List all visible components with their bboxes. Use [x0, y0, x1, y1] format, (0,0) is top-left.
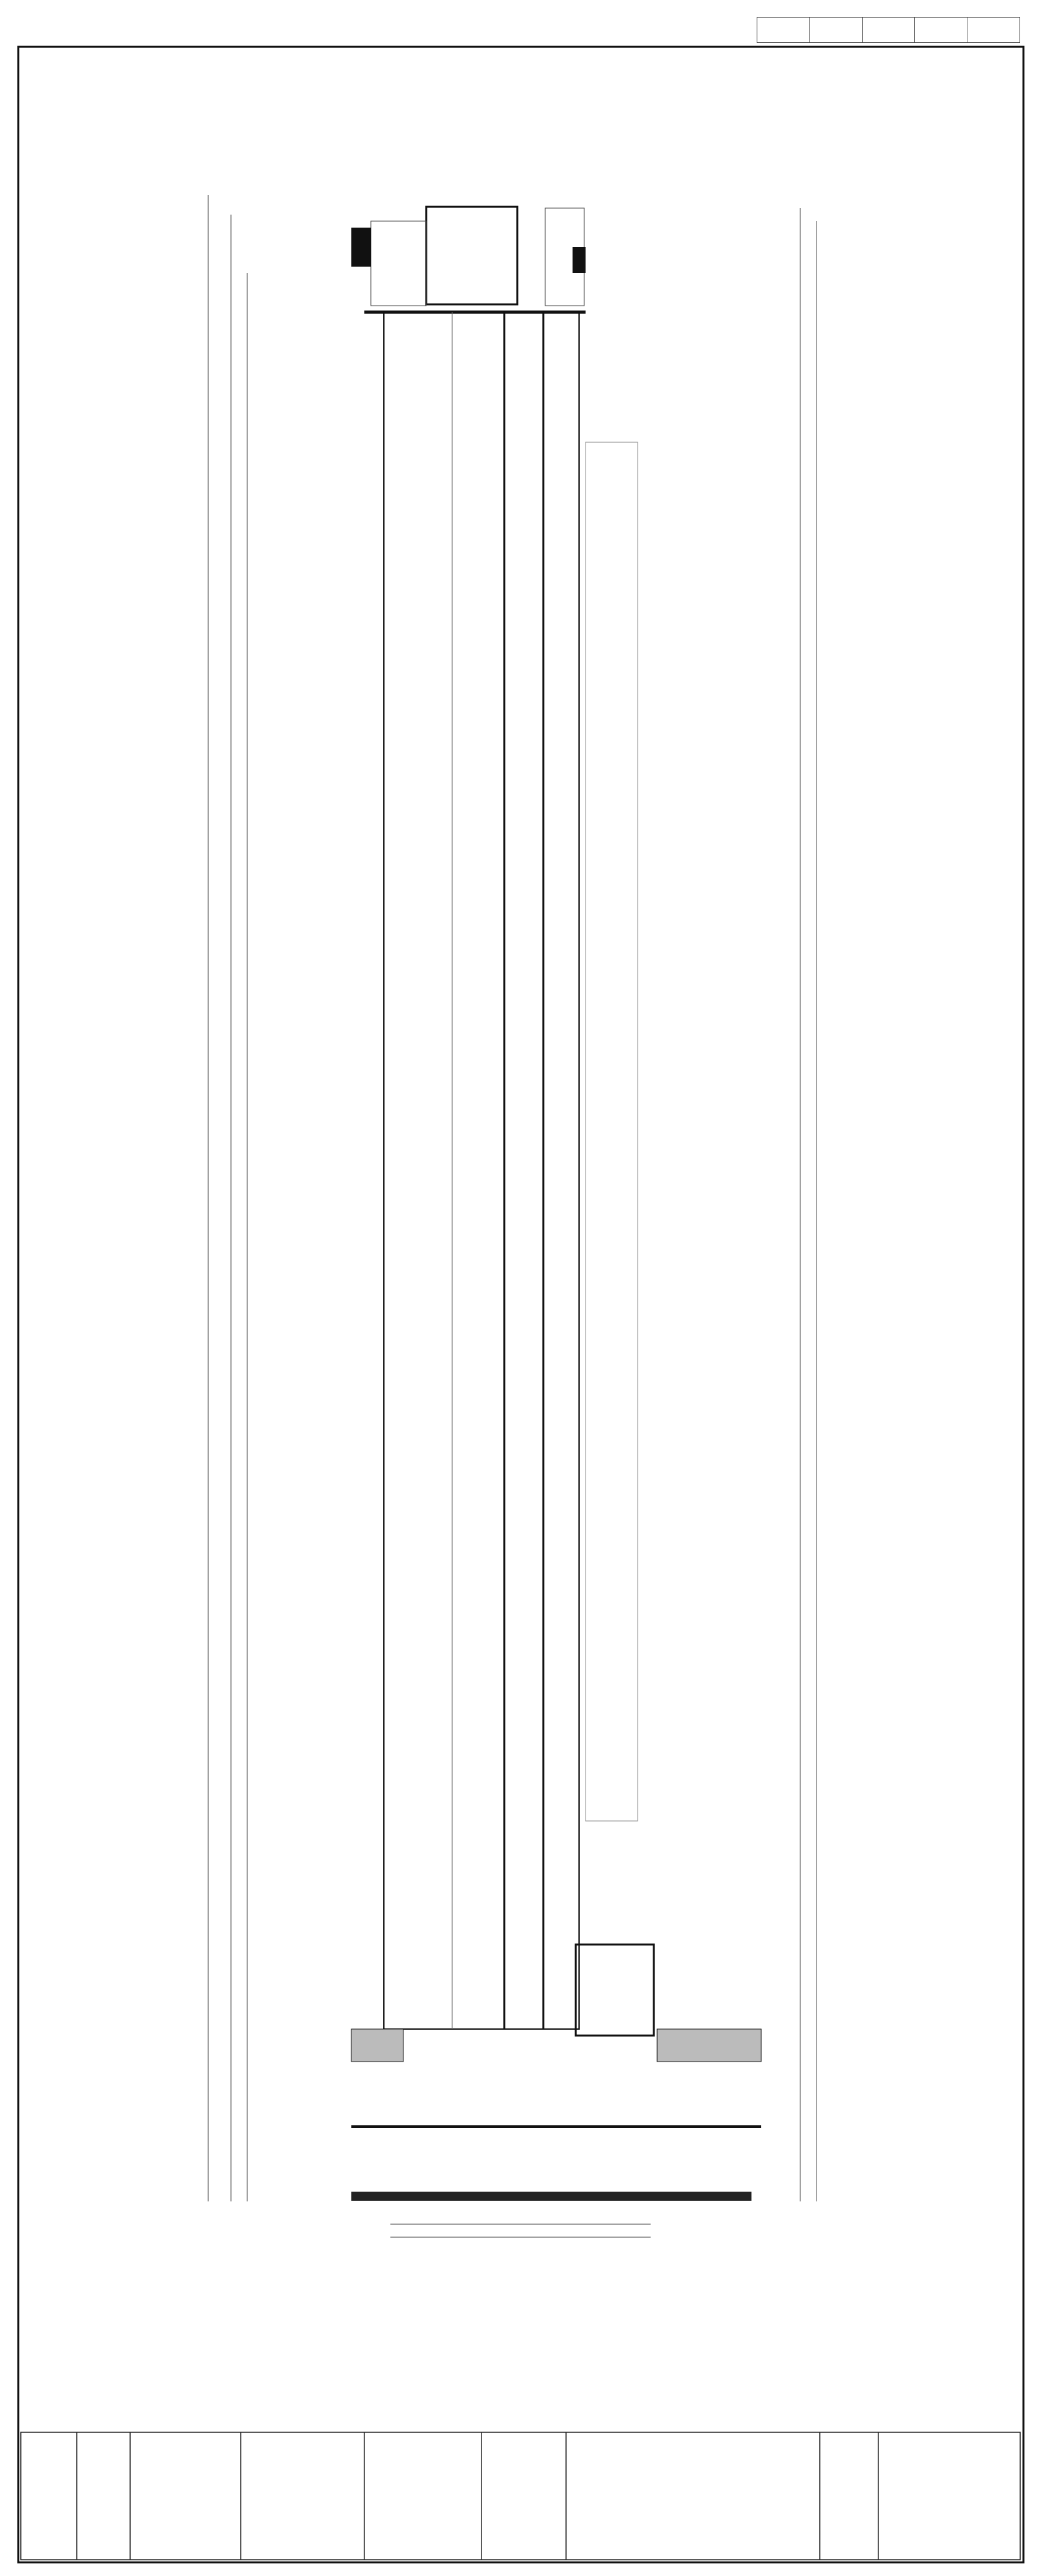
podium-block [576, 1945, 654, 2036]
ground-hatch-left [351, 2029, 403, 2062]
meta-cell [915, 18, 967, 42]
title-block [21, 2432, 1020, 2560]
roof-machine-room [426, 207, 517, 304]
meta-strip [757, 17, 1020, 43]
left-dimension-column [208, 195, 247, 2201]
meta-cell [967, 18, 1020, 42]
ground-hatch-right [657, 2029, 761, 2062]
tower-outline [384, 312, 579, 2029]
meta-cell [810, 18, 863, 42]
roof-parapet-right-block [573, 247, 586, 273]
roof-parapet-left [351, 228, 371, 267]
meta-cell [863, 18, 915, 42]
building-section [351, 207, 761, 2201]
basement-bottom-slab [351, 2192, 751, 2201]
right-dimension-column [800, 208, 817, 2201]
roof-stair-room [371, 221, 426, 306]
sheet-frame [18, 47, 1023, 2562]
meta-cell [757, 18, 810, 42]
bottom-dimension-lines [390, 2224, 651, 2237]
right-wing [586, 442, 638, 1821]
